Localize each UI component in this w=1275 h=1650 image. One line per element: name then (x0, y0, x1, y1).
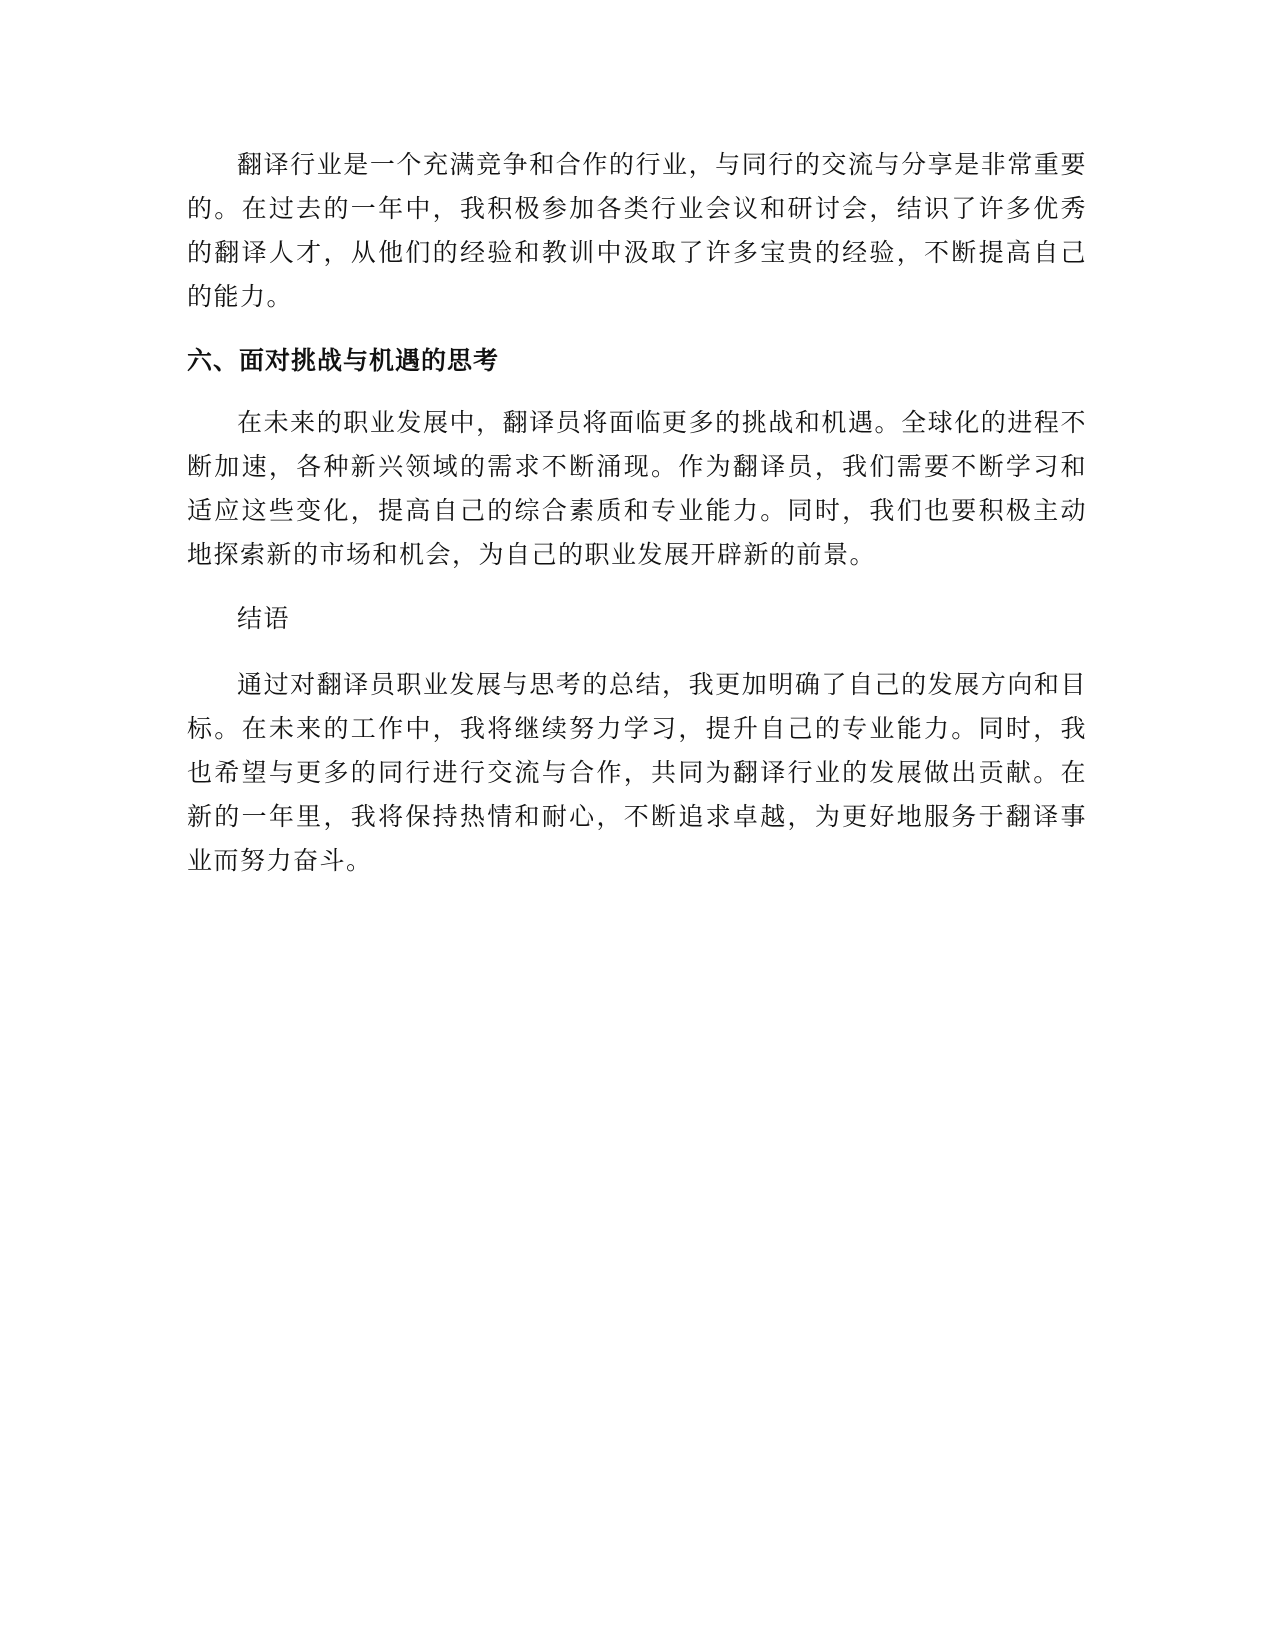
section-heading-challenges: 六、面对挑战与机遇的思考 (187, 346, 500, 375)
conclusion-heading: 结语 (237, 604, 291, 633)
paragraph-future-development: 在未来的职业发展中，翻译员将面临更多的挑战和机遇。全球化的进程不断加速，各种新兴领域的需求不断涌现。作为翻译员，我们需要不断学习和适应这些变化，提高自己的综合素质和专业能力。同时，我们也要积极主动地探索新的市场和机会，为自己的职业发展开辟新的前景。 (187, 408, 1087, 569)
document-page (187, 143, 1087, 883)
paragraph-conclusion: 通过对翻译员职业发展与思考的总结，我更加明确了自己的发展方向和目标。在未来的工作中，我将继续努力学习，提升自己的专业能力。同时，我也希望与更多的同行进行交流与合作，共同为翻译行业的发展做出贡献。在新的一年里，我将保持热情和耐心，不断追求卓越，为更好地服务于翻译事业而努力奋斗。 (187, 670, 1087, 875)
paragraph-industry-exchange: 翻译行业是一个充满竞争和合作的行业，与同行的交流与分享是非常重要的。在过去的一年中，我积极参加各类行业会议和研讨会，结识了许多优秀的翻译人才，从他们的经验和教训中汲取了许多宝贵的经验，不断提高自己的能力。 (187, 150, 1087, 311)
